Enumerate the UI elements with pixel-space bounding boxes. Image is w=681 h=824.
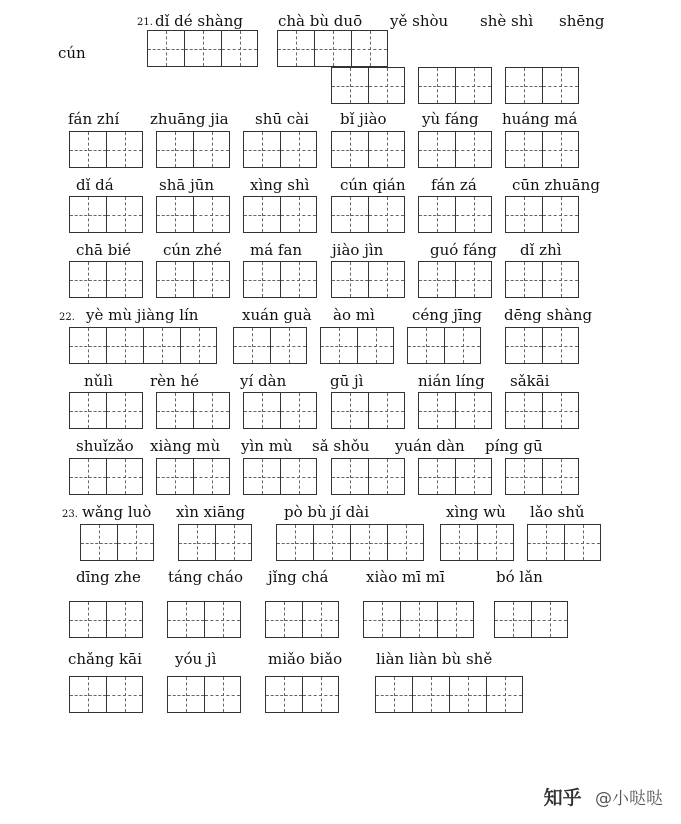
writing-grid[interactable] bbox=[505, 196, 579, 233]
writing-grid[interactable] bbox=[167, 601, 241, 638]
writing-grid[interactable] bbox=[243, 261, 317, 298]
writing-grid[interactable] bbox=[331, 392, 405, 429]
pinyin-label: rèn hé bbox=[150, 372, 200, 390]
pinyin-label: lǎo shǔ bbox=[530, 503, 585, 521]
writing-grid[interactable] bbox=[527, 524, 601, 561]
writing-grid[interactable] bbox=[331, 67, 405, 104]
writing-grid[interactable] bbox=[69, 131, 143, 168]
footer-watermark bbox=[544, 783, 663, 810]
pinyin-label: fán zá bbox=[431, 176, 477, 194]
writing-grid[interactable] bbox=[69, 458, 143, 495]
writing-grid[interactable] bbox=[418, 196, 492, 233]
section-number-23: 23. bbox=[62, 509, 78, 520]
author-handle: @小哒哒 bbox=[595, 789, 663, 809]
writing-grid[interactable] bbox=[505, 67, 579, 104]
pinyin-label: shuǐzǎo bbox=[76, 437, 134, 455]
writing-grid[interactable] bbox=[418, 261, 492, 298]
pinyin-label: nián líng bbox=[418, 372, 485, 390]
writing-grid[interactable] bbox=[277, 30, 388, 67]
writing-grid[interactable] bbox=[505, 327, 579, 364]
writing-grid[interactable] bbox=[363, 601, 474, 638]
pinyin-label: dēng shàng bbox=[504, 306, 593, 324]
writing-grid[interactable] bbox=[178, 524, 252, 561]
pinyin-label: yí dàn bbox=[240, 372, 287, 390]
pinyin-label: cún qián bbox=[340, 176, 406, 194]
writing-grid[interactable] bbox=[243, 458, 317, 495]
writing-grid[interactable] bbox=[331, 458, 405, 495]
writing-grid[interactable] bbox=[505, 261, 579, 298]
pinyin-label: bǐ jiào bbox=[340, 110, 387, 128]
pinyin-label: yìn mù bbox=[241, 437, 293, 455]
writing-grid[interactable] bbox=[69, 196, 143, 233]
writing-grid[interactable] bbox=[243, 392, 317, 429]
pinyin-label: zhuāng jia bbox=[150, 110, 229, 128]
writing-grid[interactable] bbox=[265, 676, 339, 713]
pinyin-label: yě shòu bbox=[390, 12, 449, 30]
pinyin-label: jiào jìn bbox=[332, 241, 384, 259]
pinyin-label: bó lǎn bbox=[496, 568, 543, 586]
section-number-21: 21. bbox=[137, 17, 153, 28]
writing-grid[interactable] bbox=[80, 524, 154, 561]
pinyin-label: jǐng chá bbox=[268, 568, 329, 586]
pinyin-label: huáng má bbox=[502, 110, 578, 128]
writing-grid[interactable] bbox=[418, 392, 492, 429]
writing-grid[interactable] bbox=[320, 327, 394, 364]
pinyin-label: xuán guà bbox=[242, 306, 312, 324]
writing-grid[interactable] bbox=[69, 601, 143, 638]
pinyin-label: shēng bbox=[559, 12, 605, 30]
pinyin-label: yè mù jiàng lín bbox=[86, 306, 199, 324]
writing-grid[interactable] bbox=[418, 131, 492, 168]
pinyin-label: xìn xiāng bbox=[176, 503, 246, 521]
writing-grid[interactable] bbox=[69, 327, 217, 364]
writing-grid[interactable] bbox=[69, 392, 143, 429]
writing-grid[interactable] bbox=[331, 261, 405, 298]
writing-grid[interactable] bbox=[243, 196, 317, 233]
writing-grid[interactable] bbox=[505, 458, 579, 495]
pinyin-label: shū cài bbox=[255, 110, 309, 128]
pinyin-label: sǎ shǒu bbox=[312, 437, 370, 455]
pinyin-label: cún bbox=[58, 44, 86, 62]
pinyin-label: céng jīng bbox=[412, 306, 483, 324]
writing-grid[interactable] bbox=[233, 327, 307, 364]
writing-grid[interactable] bbox=[375, 676, 523, 713]
pinyin-label: yuán dàn bbox=[395, 437, 465, 455]
pinyin-label: liàn liàn bù shě bbox=[376, 650, 493, 668]
zhihu-logo: 知乎 bbox=[543, 787, 582, 809]
pinyin-label: dǐ dé shàng bbox=[155, 12, 243, 30]
writing-grid[interactable] bbox=[243, 131, 317, 168]
pinyin-label: chà bù duō bbox=[278, 12, 363, 30]
writing-grid[interactable] bbox=[418, 458, 492, 495]
writing-grid[interactable] bbox=[505, 392, 579, 429]
pinyin-label: pò bù jí dài bbox=[284, 503, 369, 521]
pinyin-label: cūn zhuāng bbox=[512, 176, 600, 194]
pinyin-label: dǐ dá bbox=[76, 176, 114, 194]
pinyin-label: ào mì bbox=[333, 306, 375, 324]
writing-grid[interactable] bbox=[69, 261, 143, 298]
pinyin-label: dīng zhe bbox=[76, 568, 141, 586]
pinyin-label: píng gū bbox=[485, 437, 543, 455]
writing-grid[interactable] bbox=[494, 601, 568, 638]
pinyin-label: chǎng kāi bbox=[68, 650, 142, 668]
pinyin-label: shè shì bbox=[480, 12, 534, 30]
pinyin-label: yóu jì bbox=[175, 650, 217, 668]
pinyin-label: chā bié bbox=[76, 241, 132, 259]
pinyin-label: dǐ zhì bbox=[520, 241, 562, 259]
writing-grid[interactable] bbox=[156, 392, 230, 429]
writing-grid[interactable] bbox=[505, 131, 579, 168]
pinyin-label: táng cháo bbox=[168, 568, 244, 586]
pinyin-label: miǎo biǎo bbox=[268, 650, 343, 668]
pinyin-label: xiào mī mī bbox=[366, 568, 445, 586]
pinyin-label: cún zhé bbox=[163, 241, 222, 259]
section-number-22: 22. bbox=[59, 312, 75, 323]
pinyin-label: fán zhí bbox=[68, 110, 120, 128]
pinyin-label: gū jì bbox=[330, 372, 364, 390]
pinyin-label: xiàng mù bbox=[150, 437, 221, 455]
writing-grid[interactable] bbox=[156, 131, 230, 168]
writing-grid[interactable] bbox=[156, 196, 230, 233]
writing-grid[interactable] bbox=[440, 524, 514, 561]
writing-grid[interactable] bbox=[147, 30, 258, 67]
pinyin-label: sǎkāi bbox=[510, 372, 550, 390]
pinyin-label: yù fáng bbox=[422, 110, 479, 128]
writing-grid[interactable] bbox=[265, 601, 339, 638]
pinyin-label: wǎng luò bbox=[82, 503, 152, 521]
pinyin-label: shā jūn bbox=[159, 176, 215, 194]
writing-grid[interactable] bbox=[156, 458, 230, 495]
pinyin-label: xìng shì bbox=[250, 176, 310, 194]
writing-grid[interactable] bbox=[167, 676, 241, 713]
pinyin-label: má fan bbox=[250, 241, 303, 259]
writing-grid[interactable] bbox=[331, 196, 405, 233]
writing-grid[interactable] bbox=[331, 131, 405, 168]
pinyin-label: xìng wù bbox=[446, 503, 506, 521]
writing-grid[interactable] bbox=[276, 524, 424, 561]
pinyin-label: nǔlì bbox=[84, 372, 113, 390]
writing-grid[interactable] bbox=[69, 676, 143, 713]
writing-grid[interactable] bbox=[418, 67, 492, 104]
pinyin-label: guó fáng bbox=[430, 241, 497, 259]
writing-grid[interactable] bbox=[407, 327, 481, 364]
writing-grid[interactable] bbox=[156, 261, 230, 298]
